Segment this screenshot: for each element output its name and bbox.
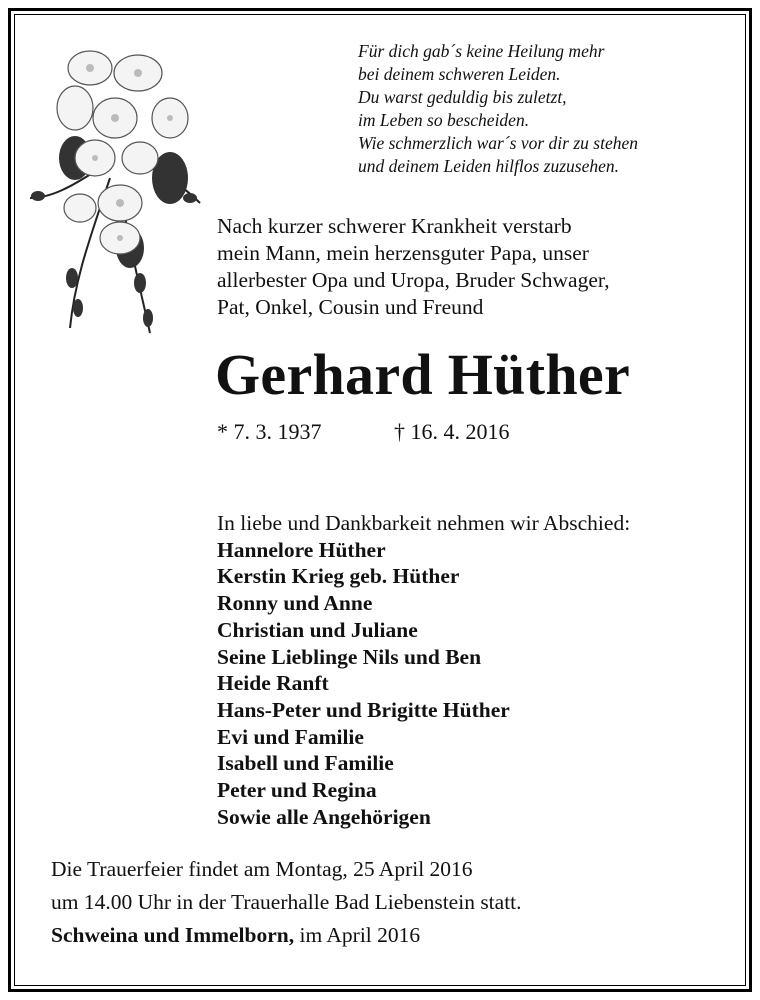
intro-text: [217, 213, 727, 321]
mourner-name: Isabell und Familie: [217, 751, 394, 776]
place-date-line: [51, 919, 522, 952]
life-dates: [217, 418, 510, 446]
funeral-line: um 14.00 Uhr in der Trauerhalle Bad Liebenstein statt.: [51, 890, 522, 914]
poem-line: bei deinem schweren Leiden.: [358, 64, 561, 84]
poem-line: im Leben so bescheiden.: [358, 110, 530, 130]
mourner-name: Sowie alle Angehörigen: [217, 804, 431, 829]
intro-line: mein Mann, mein herzensguter Papa, unser: [217, 241, 589, 265]
place-name: Schweina und Immelborn,: [51, 923, 295, 947]
poem-line: und deinem Leiden hilflos zuzusehen.: [358, 156, 620, 176]
funeral-line: Die Trauerfeier findet am Montag, 25 April 2016: [51, 857, 473, 881]
intro-line: allerbester Opa und Uropa, Bruder Schwager,: [217, 268, 610, 292]
poem: [358, 40, 738, 178]
intro-line: Nach kurzer schwerer Krankheit verstarb: [217, 214, 572, 238]
mourner-name: Seine Lieblinge Nils und Ben: [217, 644, 482, 669]
mourners-heading: In liebe und Dankbarkeit nehmen wir Abschied:: [217, 511, 631, 535]
mourner-name: Kerstin Krieg geb. Hüther: [217, 564, 460, 589]
mourner-name: Christian und Juliane: [217, 617, 418, 642]
deceased-name: Gerhard Hüther: [215, 342, 630, 407]
mourner-name: Evi und Familie: [217, 724, 364, 749]
mourner-name: Heide Ranft: [217, 671, 329, 696]
poem-line: Du warst geduldig bis zuletzt,: [358, 87, 567, 107]
mourner-name: Hannelore Hüther: [217, 537, 386, 562]
mourners-block: [217, 510, 630, 830]
death-date: † 16. 4. 2016: [394, 419, 510, 444]
mourner-name: Peter und Regina: [217, 778, 377, 803]
poem-line: Wie schmerzlich war´s vor dir zu stehen: [358, 133, 638, 153]
mourner-name: Hans-Peter und Brigitte Hüther: [217, 697, 510, 722]
orchid-bouquet-icon: [20, 28, 205, 343]
intro-line: Pat, Onkel, Cousin und Freund: [217, 295, 484, 319]
place-date: im April 2016: [294, 923, 421, 947]
poem-line: Für dich gab´s keine Heilung mehr: [358, 41, 605, 61]
mourner-name: Ronny und Anne: [217, 591, 373, 616]
birth-date: * 7. 3. 1937: [217, 419, 322, 444]
funeral-info: [51, 853, 522, 952]
